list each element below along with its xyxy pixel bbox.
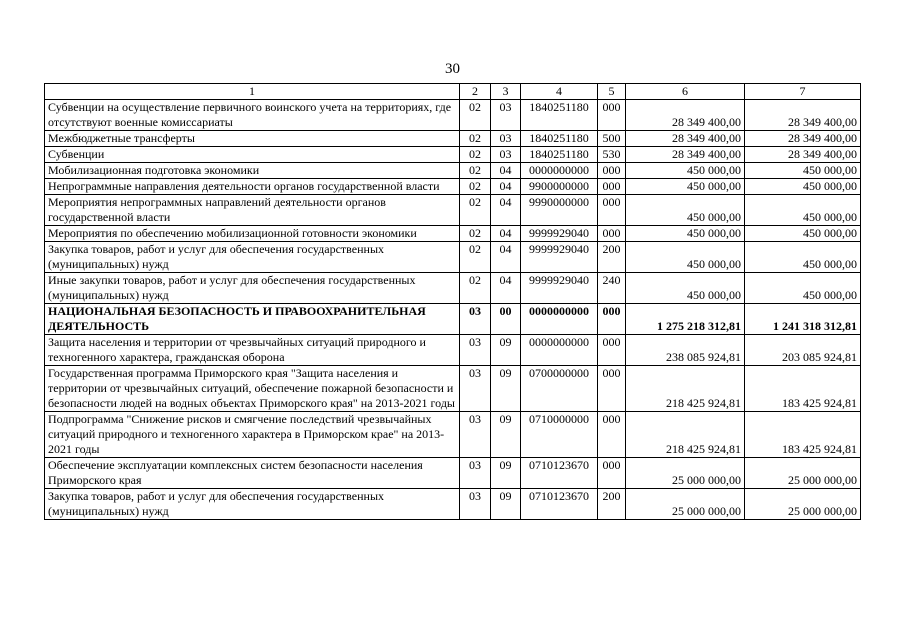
- expense-type-cell: 000: [598, 458, 626, 489]
- row-name-cell: Мероприятия непрограммных направлений деятельности органов государственной власти: [45, 195, 460, 226]
- subsection-code-cell: 03: [491, 100, 521, 131]
- section-code-cell: 02: [460, 242, 491, 273]
- subsection-code-cell: 04: [491, 163, 521, 179]
- target-article-cell: 0700000000: [521, 366, 598, 412]
- section-code-cell: 03: [460, 335, 491, 366]
- amount-year1-cell: 450 000,00: [626, 179, 745, 195]
- subsection-code-cell: 09: [491, 489, 521, 520]
- column-header: 3: [491, 84, 521, 100]
- column-header: 7: [745, 84, 861, 100]
- row-name-cell: Мобилизационная подготовка экономики: [45, 163, 460, 179]
- target-article-cell: 0000000000: [521, 163, 598, 179]
- expense-type-cell: 000: [598, 179, 626, 195]
- section-code-cell: 02: [460, 100, 491, 131]
- section-code-cell: 03: [460, 458, 491, 489]
- expense-type-cell: 200: [598, 242, 626, 273]
- table-row: [45, 195, 861, 226]
- section-code-cell: 02: [460, 163, 491, 179]
- table-row: [45, 304, 861, 335]
- amount-year2-cell: 183 425 924,81: [745, 366, 861, 412]
- amount-year1-cell: 25 000 000,00: [626, 489, 745, 520]
- amount-year2-cell: 28 349 400,00: [745, 147, 861, 163]
- expense-type-cell: 000: [598, 195, 626, 226]
- table-row: [45, 226, 861, 242]
- row-name-cell: Защита населения и территории от чрезвычайных ситуаций природного и техногенного характера, гражданская оборона: [45, 335, 460, 366]
- amount-year1-cell: 238 085 924,81: [626, 335, 745, 366]
- section-code-cell: 02: [460, 131, 491, 147]
- target-article-cell: 9999929040: [521, 226, 598, 242]
- amount-year1-cell: 450 000,00: [626, 195, 745, 226]
- target-article-cell: 9990000000: [521, 195, 598, 226]
- expense-type-cell: 530: [598, 147, 626, 163]
- subsection-code-cell: 09: [491, 366, 521, 412]
- subsection-code-cell: 09: [491, 412, 521, 458]
- section-code-cell: 02: [460, 147, 491, 163]
- target-article-cell: 1840251180: [521, 131, 598, 147]
- amount-year2-cell: 450 000,00: [745, 163, 861, 179]
- expense-type-cell: 000: [598, 163, 626, 179]
- amount-year1-cell: 28 349 400,00: [626, 147, 745, 163]
- table-row: [45, 412, 861, 458]
- column-header: 2: [460, 84, 491, 100]
- subsection-code-cell: 00: [491, 304, 521, 335]
- table-row: [45, 100, 861, 131]
- amount-year1-cell: 28 349 400,00: [626, 100, 745, 131]
- amount-year1-cell: 450 000,00: [626, 226, 745, 242]
- row-name-cell: Субвенции на осуществление первичного воинского учета на территориях, где отсутствуют военные комиссариаты: [45, 100, 460, 131]
- row-name-cell: Закупка товаров, работ и услуг для обеспечения государственных (муниципальных) нужд: [45, 242, 460, 273]
- table-row: [45, 366, 861, 412]
- expense-type-cell: 240: [598, 273, 626, 304]
- row-name-cell: НАЦИОНАЛЬНАЯ БЕЗОПАСНОСТЬ И ПРАВООХРАНИТЕЛЬНАЯ ДЕЯТЕЛЬНОСТЬ: [45, 304, 460, 335]
- amount-year2-cell: 450 000,00: [745, 273, 861, 304]
- subsection-code-cell: 04: [491, 195, 521, 226]
- table-row: [45, 489, 861, 520]
- subsection-code-cell: 03: [491, 147, 521, 163]
- expense-type-cell: 000: [598, 412, 626, 458]
- target-article-cell: 9999929040: [521, 273, 598, 304]
- row-name-cell: Закупка товаров, работ и услуг для обеспечения государственных (муниципальных) нужд: [45, 489, 460, 520]
- expense-type-cell: 000: [598, 335, 626, 366]
- table-row: [45, 131, 861, 147]
- target-article-cell: 9999929040: [521, 242, 598, 273]
- subsection-code-cell: 04: [491, 226, 521, 242]
- column-header: 6: [626, 84, 745, 100]
- amount-year1-cell: 218 425 924,81: [626, 366, 745, 412]
- amount-year2-cell: 28 349 400,00: [745, 131, 861, 147]
- amount-year1-cell: 1 275 218 312,81: [626, 304, 745, 335]
- target-article-cell: 0000000000: [521, 335, 598, 366]
- row-name-cell: Непрограммные направления деятельности органов государственной власти: [45, 179, 460, 195]
- row-name-cell: Субвенции: [45, 147, 460, 163]
- target-article-cell: 9900000000: [521, 179, 598, 195]
- target-article-cell: 1840251180: [521, 147, 598, 163]
- subsection-code-cell: 09: [491, 458, 521, 489]
- table-row: [45, 273, 861, 304]
- target-article-cell: 0710000000: [521, 412, 598, 458]
- section-code-cell: 02: [460, 179, 491, 195]
- expense-type-cell: 000: [598, 366, 626, 412]
- table-header-row: [45, 84, 861, 100]
- expense-type-cell: 000: [598, 226, 626, 242]
- section-code-cell: 03: [460, 489, 491, 520]
- table-row: [45, 335, 861, 366]
- subsection-code-cell: 04: [491, 273, 521, 304]
- table-row: [45, 458, 861, 489]
- column-header: 1: [45, 84, 460, 100]
- amount-year2-cell: 28 349 400,00: [745, 100, 861, 131]
- amount-year2-cell: 183 425 924,81: [745, 412, 861, 458]
- table-row: [45, 242, 861, 273]
- expense-type-cell: 000: [598, 304, 626, 335]
- amount-year1-cell: 28 349 400,00: [626, 131, 745, 147]
- row-name-cell: Мероприятия по обеспечению мобилизационной готовности экономики: [45, 226, 460, 242]
- target-article-cell: 1840251180: [521, 100, 598, 131]
- amount-year1-cell: 450 000,00: [626, 163, 745, 179]
- row-name-cell: Подпрограмма "Снижение рисков и смягчение последствий чрезвычайных ситуаций природного и техногенного характера в Приморском крае" на 2013-2021 годы: [45, 412, 460, 458]
- column-header: 5: [598, 84, 626, 100]
- expense-type-cell: 500: [598, 131, 626, 147]
- budget-table: [44, 83, 861, 520]
- amount-year2-cell: 1 241 318 312,81: [745, 304, 861, 335]
- target-article-cell: 0710123670: [521, 458, 598, 489]
- expense-type-cell: 200: [598, 489, 626, 520]
- table-row: [45, 179, 861, 195]
- amount-year1-cell: 218 425 924,81: [626, 412, 745, 458]
- amount-year2-cell: 25 000 000,00: [745, 489, 861, 520]
- target-article-cell: 0000000000: [521, 304, 598, 335]
- section-code-cell: 03: [460, 366, 491, 412]
- table-row: [45, 163, 861, 179]
- amount-year2-cell: 450 000,00: [745, 242, 861, 273]
- row-name-cell: Иные закупки товаров, работ и услуг для обеспечения государственных (муниципальных) нужд: [45, 273, 460, 304]
- section-code-cell: 03: [460, 304, 491, 335]
- subsection-code-cell: 03: [491, 131, 521, 147]
- amount-year2-cell: 203 085 924,81: [745, 335, 861, 366]
- expense-type-cell: 000: [598, 100, 626, 131]
- amount-year1-cell: 450 000,00: [626, 273, 745, 304]
- page-number: 30: [445, 61, 460, 77]
- row-name-cell: Межбюджетные трансферты: [45, 131, 460, 147]
- subsection-code-cell: 09: [491, 335, 521, 366]
- row-name-cell: Государственная программа Приморского края "Защита населения и территории от чрезвычайных ситуаций, обеспечение пожарной безопасности и безопасности людей на водных объектах Приморского края" на 2013-2021 годы: [45, 366, 460, 412]
- column-header: 4: [521, 84, 598, 100]
- amount-year2-cell: 450 000,00: [745, 195, 861, 226]
- amount-year2-cell: 450 000,00: [745, 226, 861, 242]
- section-code-cell: 02: [460, 273, 491, 304]
- target-article-cell: 0710123670: [521, 489, 598, 520]
- amount-year2-cell: 450 000,00: [745, 179, 861, 195]
- section-code-cell: 03: [460, 412, 491, 458]
- amount-year2-cell: 25 000 000,00: [745, 458, 861, 489]
- table-row: [45, 147, 861, 163]
- subsection-code-cell: 04: [491, 179, 521, 195]
- subsection-code-cell: 04: [491, 242, 521, 273]
- row-name-cell: Обеспечение эксплуатации комплексных систем безопасности населения Приморского края: [45, 458, 460, 489]
- amount-year1-cell: 450 000,00: [626, 242, 745, 273]
- section-code-cell: 02: [460, 195, 491, 226]
- amount-year1-cell: 25 000 000,00: [626, 458, 745, 489]
- section-code-cell: 02: [460, 226, 491, 242]
